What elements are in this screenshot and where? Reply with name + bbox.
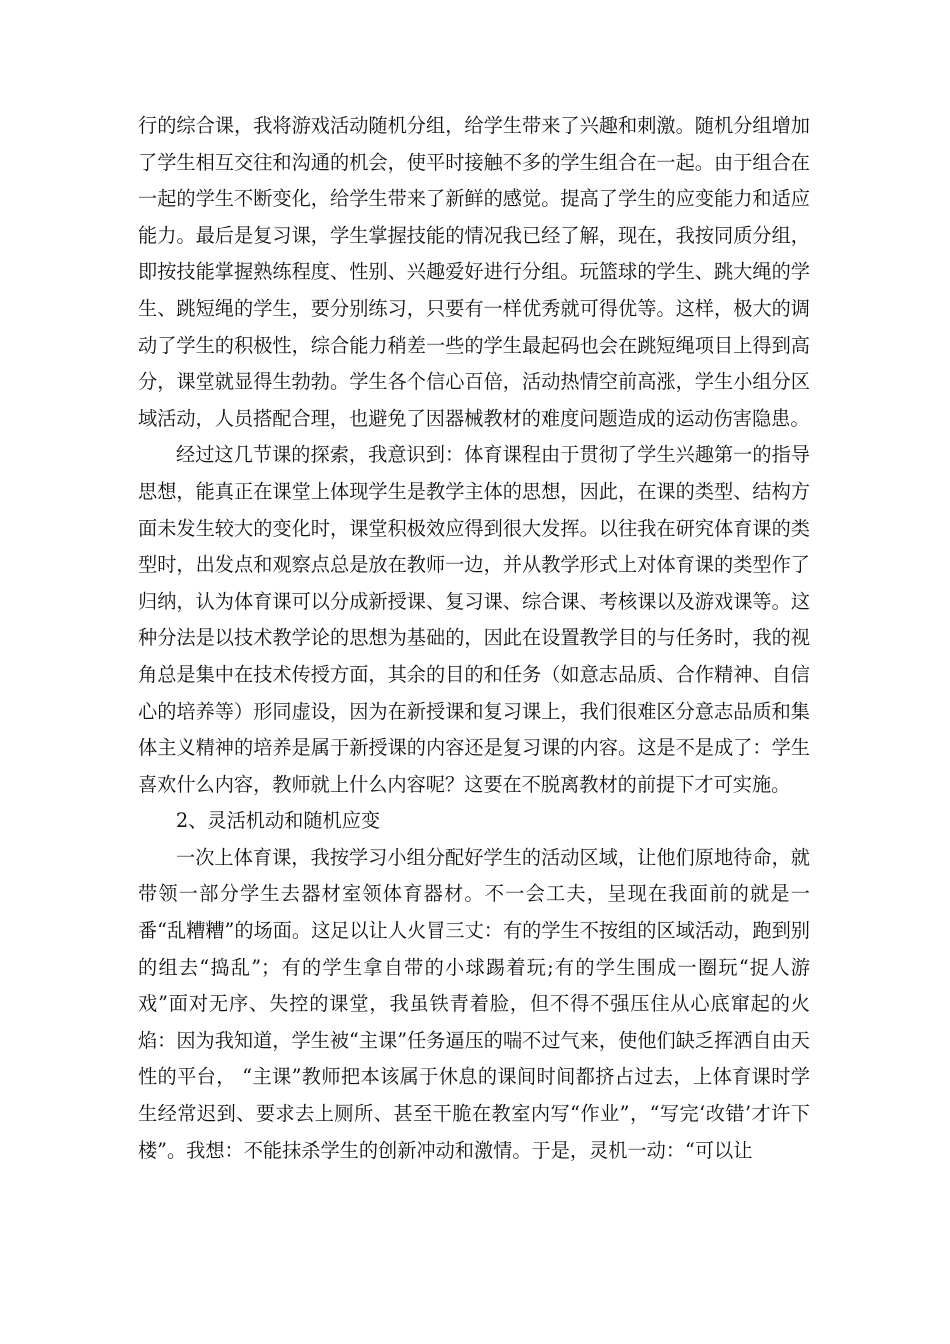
paragraph-class-incident: 一次上体育课，我按学习小组分配好学生的活动区域，让他们原地待命，就带领一部分学生去器材室领体育器材。不一会工夫，呈现在我面前的就是一番“乱糟糟”的场面。这足以让人火冒三丈：有的学生不按组的区域活动，跑到别的组去“捣乱”；有的学生拿自带的小球踢着玩;有的学生围成一圈玩“捉人游戏”面对无序、失控的课堂，我虽铁青着脸，但不得不强压住从心底窜起的火焰：因为我知道，学生被“主课”任务逼压的喘不过气来，使他们缺乏挥洒自由天性的平台， “主课”教师把本该属于休息的课间时间都挤占过去，上体育课时学生经常迟到、要求去上厕所、甚至干脆在教室内写“作业”，“写完‘改错’才许下楼”。我想：不能抹杀学生的创新冲动和激情。于是，灵机一动：“可以让 [138, 845, 810, 1162]
paragraph-course-reflection: 经过这几节课的探索，我意识到：体育课程由于贯彻了学生兴趣第一的指导思想，能真正在课堂上体现学生是教学主体的思想，因此，在课的类型、结构方面未发生较大的变化时，课堂积极效应得到很大发挥。以往我在研究体育课的类型时，出发点和观察点总是放在教师一边，并从教学形式上对体育课的类型作了归纳，认为体育课可以分成新授课、复习课、综合课、考核课以及游戏课等。这种分法是以技术教学论的思想为基础的，因此在设置教学目的与任务时，我的视角总是集中在技术传授方面，其余的目的和任务（如意志品质、合作精神、自信心的培养等）形同虚设，因为在新授课和复习课上，我们很难区分意志品质和集体主义精神的培养是属于新授课的内容还是复习课的内容。这是不是成了：学生喜欢什么内容，教师就上什么内容呢？这要在不脱离教材的前提下才可实施。 [138, 443, 810, 796]
document-page [138, 108, 810, 1169]
section-heading-flexibility: 2、灵活机动和随机应变 [176, 809, 381, 833]
paragraph-grouping-continuation: 行的综合课，我将游戏活动随机分组，给学生带来了兴趣和刺激。随机分组增加了学生相互交往和沟通的机会，使平时接触不多的学生组合在一起。由于组合在一起的学生不断变化，给学生带来了新鲜的感觉。提高了学生的应变能力和适应能力。最后是复习课，学生掌握技能的情况我已经了解，现在，我按同质分组，即按技能掌握熟练程度、性别、兴趣爱好进行分组。玩篮球的学生、跳大绳的学生、跳短绳的学生，要分别练习，只要有一样优秀就可得优等。这样，极大的调动了学生的积极性，综合能力稍差一些的学生最起码也会在跳短绳项目上得到高分，课堂就显得生勃勃。学生各个信心百倍，活动热情空前高涨，学生小组分区域活动，人员搭配合理，也避免了因器械教材的难度问题造成的运动伤害隐患。 [138, 114, 810, 430]
